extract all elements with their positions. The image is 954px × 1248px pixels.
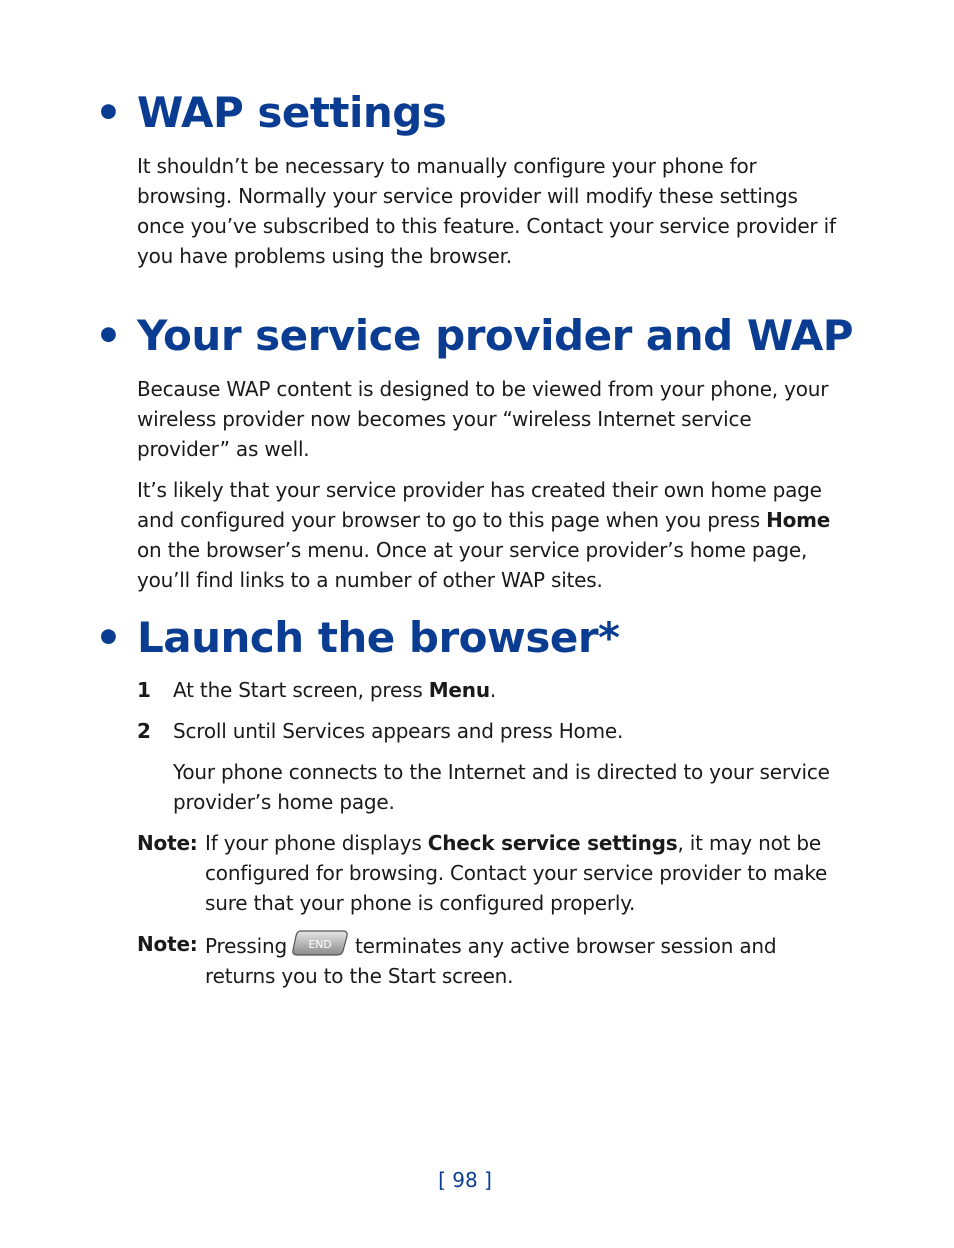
end-key-icon — [291, 929, 349, 957]
service-provider-paragraph-2 — [137, 475, 837, 595]
end-key-label: END — [308, 938, 332, 951]
step-text: Scroll until Services appears and press Home. — [173, 719, 624, 743]
heading-bullet: • — [95, 311, 122, 360]
paragraph-text: on the browser’s menu. Once at your service provider’s home page, you’ll find links to a number of other WAP sites. — [137, 538, 808, 592]
service-provider-paragraph-1: Because WAP content is designed to be viewed from your phone, your wireless provider now becomes your “wireless Internet service provider” as well. — [137, 377, 829, 461]
heading-bullet: • — [95, 88, 122, 137]
note-text — [205, 929, 835, 991]
note-text — [205, 828, 835, 918]
section-heading-service-provider — [95, 311, 853, 360]
step-text-part: . — [489, 678, 497, 702]
step-number: 2 — [137, 719, 151, 743]
note-text-part: , it may not be configured for browsing. Contact your service provider to make sure that your phone is configured properly. — [205, 831, 828, 915]
note-label: Note: — [137, 932, 198, 956]
wap-settings-paragraph: It shouldn’t be necessary to manually configure your phone for browsing. Normally your service provider will modify these settings once you’ve subscribed to this feature. Contact your service provider if you have problems using the browser. — [137, 154, 836, 268]
note-label: Note: — [137, 831, 198, 855]
heading-bullet: • — [95, 613, 122, 662]
menu-term: Menu — [428, 678, 490, 702]
step-detail: Your phone connects to the Internet and is directed to your service provider’s home page. — [173, 760, 830, 814]
step-text — [173, 675, 833, 705]
page-number: [ 98 ] — [438, 1168, 492, 1192]
note-text-part: Pressing — [205, 934, 287, 958]
check-service-settings-term: Check service settings — [427, 831, 678, 855]
heading-title: Launch the browser* — [137, 613, 620, 662]
home-term: Home — [766, 508, 831, 532]
heading-title: Your service provider and WAP — [137, 311, 854, 360]
section-heading-wap-settings — [95, 88, 446, 137]
step-number: 1 — [137, 678, 151, 702]
step-text-part: At the Start screen, press — [173, 678, 429, 702]
heading-title: WAP settings — [137, 88, 447, 137]
paragraph-text: It’s likely that your service provider has created their own home page and configured your browser to go to this page when you press — [137, 478, 822, 532]
note-text-part: If your phone displays — [205, 831, 428, 855]
note-text-part: terminates any active browser session and returns you to the Start screen. — [205, 934, 777, 988]
section-heading-launch-browser — [95, 613, 620, 662]
